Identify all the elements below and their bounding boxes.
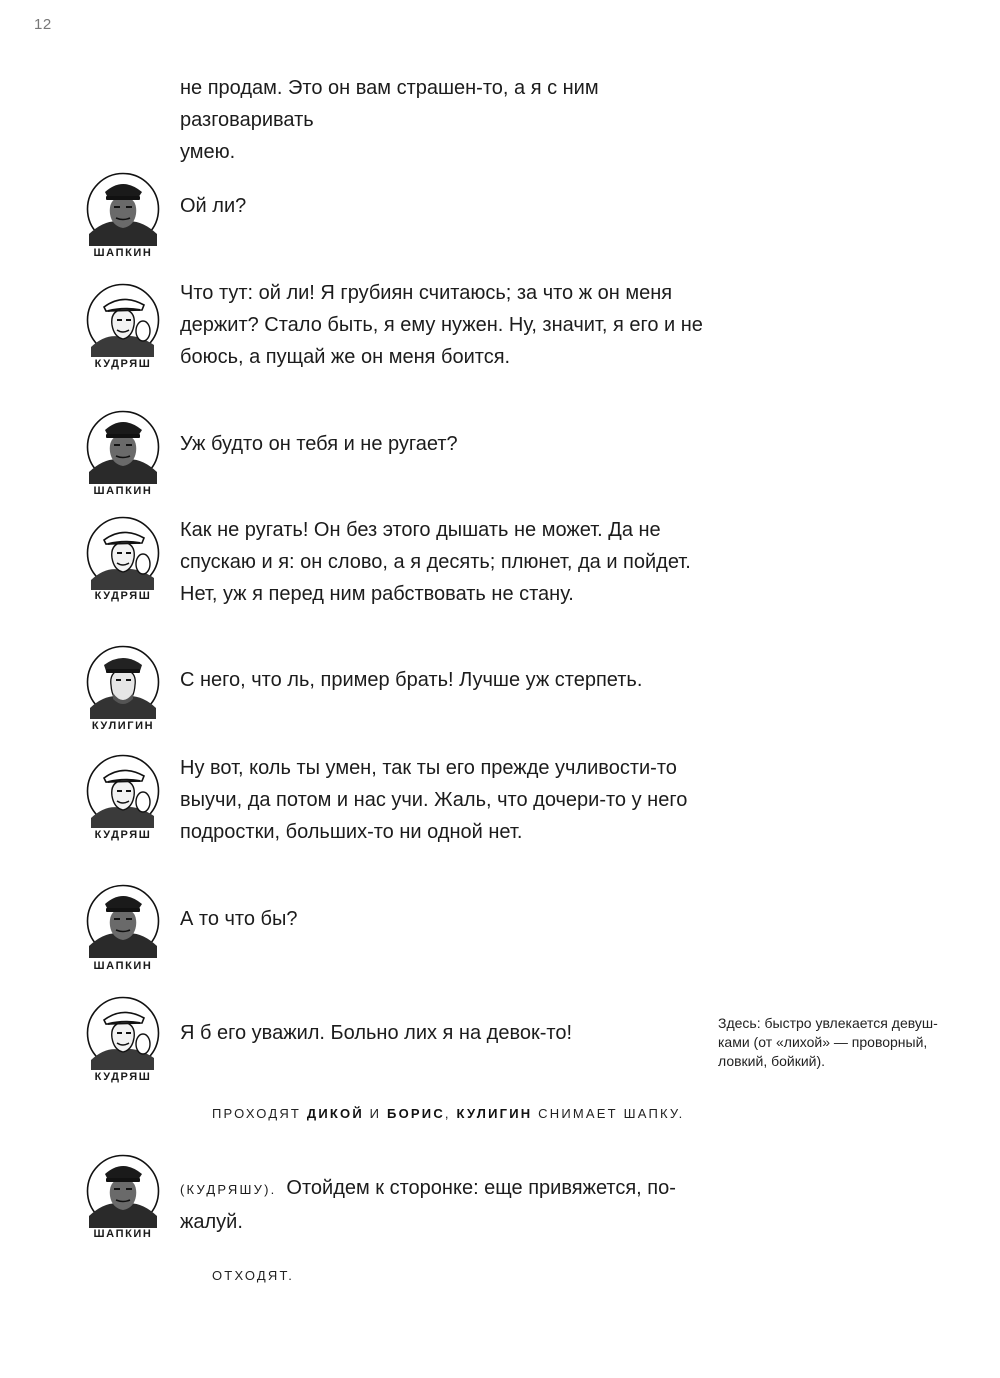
page-number: 12 — [34, 16, 52, 33]
character-name: КУЛИГИН — [456, 1106, 533, 1121]
dialogue-line: держит? Стало быть, я ему нужен. Ну, значит, я его и не — [180, 314, 703, 336]
avatar-shapkin — [86, 410, 160, 484]
note-line: ловкий, бойкий). — [718, 1053, 826, 1069]
portrait-shapkin-icon — [86, 410, 160, 484]
speaker-name: КУДРЯШ — [94, 1071, 152, 1083]
speaker-name: ШАПКИН — [93, 485, 153, 497]
dialogue-line: жалуй. — [180, 1211, 243, 1233]
portrait-shapkin-icon — [86, 172, 160, 246]
dialogue-line-text: Отойдем к сторонке: еще привяжется, по- — [286, 1177, 676, 1199]
dialogue-text — [180, 752, 710, 848]
dialogue-text — [180, 903, 710, 935]
intro-line: умею. — [180, 141, 236, 163]
stage-direction-exit: ОТХОДЯТ. — [212, 1268, 295, 1283]
inline-direction: (КУДРЯШУ). — [180, 1182, 277, 1197]
character-name: ДИКОЙ — [306, 1106, 364, 1121]
avatar-kudryash — [86, 754, 160, 828]
speaker-name: КУЛИГИН — [91, 720, 155, 732]
dialogue-text — [180, 664, 710, 696]
dialogue-line: Ну вот, коль ты умен, так ты его прежде учливости-то — [180, 757, 677, 779]
speaker-name: КУДРЯШ — [94, 358, 152, 370]
avatar-kudryash — [86, 996, 160, 1070]
stage-text: СНИМАЕТ ШАПКУ. — [532, 1106, 685, 1121]
dialogue-line: подростки, больших-то ни одной нет. — [180, 821, 523, 843]
avatar-shapkin — [86, 884, 160, 958]
speaker-name: ШАПКИН — [93, 1228, 153, 1240]
side-note — [718, 1014, 958, 1071]
intro-text — [180, 72, 710, 168]
dialogue-line: Уж будто он тебя и не ругает? — [180, 433, 458, 455]
character-name: БОРИС — [387, 1106, 445, 1121]
dialogue-line: С него, что ль, пример брать! Лучше уж стерпеть. — [180, 669, 643, 691]
dialogue-text — [180, 1017, 710, 1049]
portrait-kudryash-icon — [86, 754, 160, 828]
dialogue-text — [180, 190, 710, 222]
dialogue-line: Что тут: ой ли! Я грубиян считаюсь; за что ж он меня — [180, 282, 673, 304]
portrait-kuligin-icon — [86, 645, 160, 719]
avatar-shapkin — [86, 172, 160, 246]
dialogue-line: Я б его уважил. Больно лих я на девок-то! — [180, 1022, 573, 1044]
dialogue-line: спускаю и я: он слово, а я десять; плюнет, да и пойдет. — [180, 551, 691, 573]
stage-text: , — [444, 1106, 457, 1121]
dialogue-text — [180, 1172, 710, 1238]
avatar-kudryash — [86, 516, 160, 590]
speaker-name: ШАПКИН — [93, 247, 153, 259]
portrait-shapkin-icon — [86, 884, 160, 958]
speaker-name: КУДРЯШ — [94, 829, 152, 841]
speaker-name: КУДРЯШ — [94, 590, 152, 602]
stage-text: И — [363, 1106, 388, 1121]
dialogue-line: Ой ли? — [180, 195, 247, 217]
dialogue-line: Нет, уж я перед ним рабствовать не стану. — [180, 583, 574, 605]
avatar-kudryash — [86, 283, 160, 357]
avatar-shapkin — [86, 1154, 160, 1228]
stage-direction — [212, 1106, 684, 1121]
dialogue-line: А то что бы? — [180, 908, 298, 930]
portrait-kudryash-icon — [86, 283, 160, 357]
portrait-kudryash-icon — [86, 516, 160, 590]
dialogue-line — [180, 1172, 710, 1206]
intro-line: не продам. Это он вам страшен-то, а я с ним разговаривать — [180, 77, 599, 131]
dialogue-line: Как не ругать! Он без этого дышать не может. Да не — [180, 519, 661, 541]
stage-text: ПРОХОДЯТ — [212, 1106, 307, 1121]
note-line: ками (от «лихой» — проворный, — [718, 1034, 928, 1050]
dialogue-line: боюсь, а пущай же он меня боится. — [180, 346, 511, 368]
portrait-kudryash-icon — [86, 996, 160, 1070]
dialogue-line: выучи, да потом и нас учи. Жаль, что дочери-то у него — [180, 789, 688, 811]
dialogue-text — [180, 277, 710, 373]
dialogue-text — [180, 428, 710, 460]
speaker-name: ШАПКИН — [93, 960, 153, 972]
avatar-kuligin — [86, 645, 160, 719]
portrait-shapkin-icon — [86, 1154, 160, 1228]
dialogue-text — [180, 514, 710, 610]
note-line: Здесь: быстро увлекается девуш- — [718, 1015, 938, 1031]
